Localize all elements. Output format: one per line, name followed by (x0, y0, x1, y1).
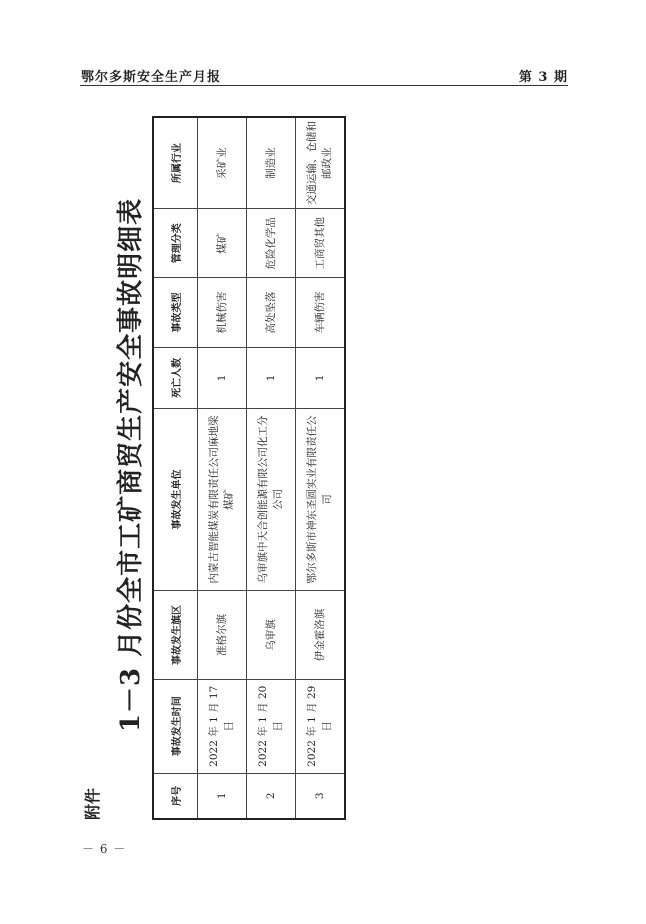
table-cell: 准格尔旗 (198, 591, 247, 680)
table-cell: 1 (198, 773, 247, 819)
attachment-label: 附件 (83, 787, 102, 820)
table-cell: 内蒙古智能煤炭有限责任公司麻地梁煤矿 (198, 408, 247, 590)
accident-table (152, 116, 346, 820)
table-cell: 2022 年 1 月 29 日 (296, 679, 346, 773)
table-cell: 2 (247, 773, 296, 819)
table-cell: 危险化学品 (247, 209, 296, 278)
page-title: 1－3 月份全市工矿商贸生产安全事故明细表 (116, 197, 146, 733)
table-header-row (153, 117, 198, 819)
table-cell: 伊金霍洛旗 (296, 591, 346, 680)
table-cell: 2022 年 1 月 17 日 (198, 679, 247, 773)
issue-number: 第 3 期 (518, 70, 568, 85)
table-cell: 制造业 (247, 117, 296, 209)
table-row (198, 117, 247, 819)
table-cell: 1 (247, 347, 296, 408)
column-header: 事故发生时间 (153, 679, 198, 773)
table-cell: 采矿业 (198, 117, 247, 209)
header-divider (80, 85, 568, 86)
publication-title: 鄂尔多斯安全生产月报 (81, 70, 222, 85)
table-cell: 车辆伤害 (296, 278, 346, 348)
table-cell: 工商贸其他 (296, 209, 346, 278)
table-cell: 乌审旗 (247, 591, 296, 680)
table-cell: 交通运输、仓储和邮政业 (296, 117, 346, 209)
column-header: 序号 (153, 773, 198, 819)
table-cell: 乌审旗中天合创能源有限公司化工分公司 (247, 408, 296, 590)
table-row (296, 117, 346, 819)
column-header: 管理分类 (153, 209, 198, 278)
table-cell: 1 (198, 347, 247, 408)
table-cell: 1 (296, 347, 346, 408)
table-cell: 2022 年 1 月 20 日 (247, 679, 296, 773)
table-row (247, 117, 296, 819)
page-number: － 6 － (82, 842, 127, 856)
table-cell: 机械伤害 (198, 278, 247, 348)
table-cell: 3 (296, 773, 346, 819)
table-cell: 高处坠落 (247, 278, 296, 348)
column-header: 所属行业 (153, 117, 198, 209)
table-cell: 煤矿 (198, 209, 247, 278)
column-header: 事故类型 (153, 278, 198, 348)
table-cell: 鄂尔多斯市神东圣圆实业有限责任公司 (296, 408, 346, 590)
column-header: 死亡人数 (153, 347, 198, 408)
column-header: 事故发生单位 (153, 408, 198, 590)
column-header: 事故发生旗区 (153, 591, 198, 680)
rotated-content (80, 110, 350, 820)
